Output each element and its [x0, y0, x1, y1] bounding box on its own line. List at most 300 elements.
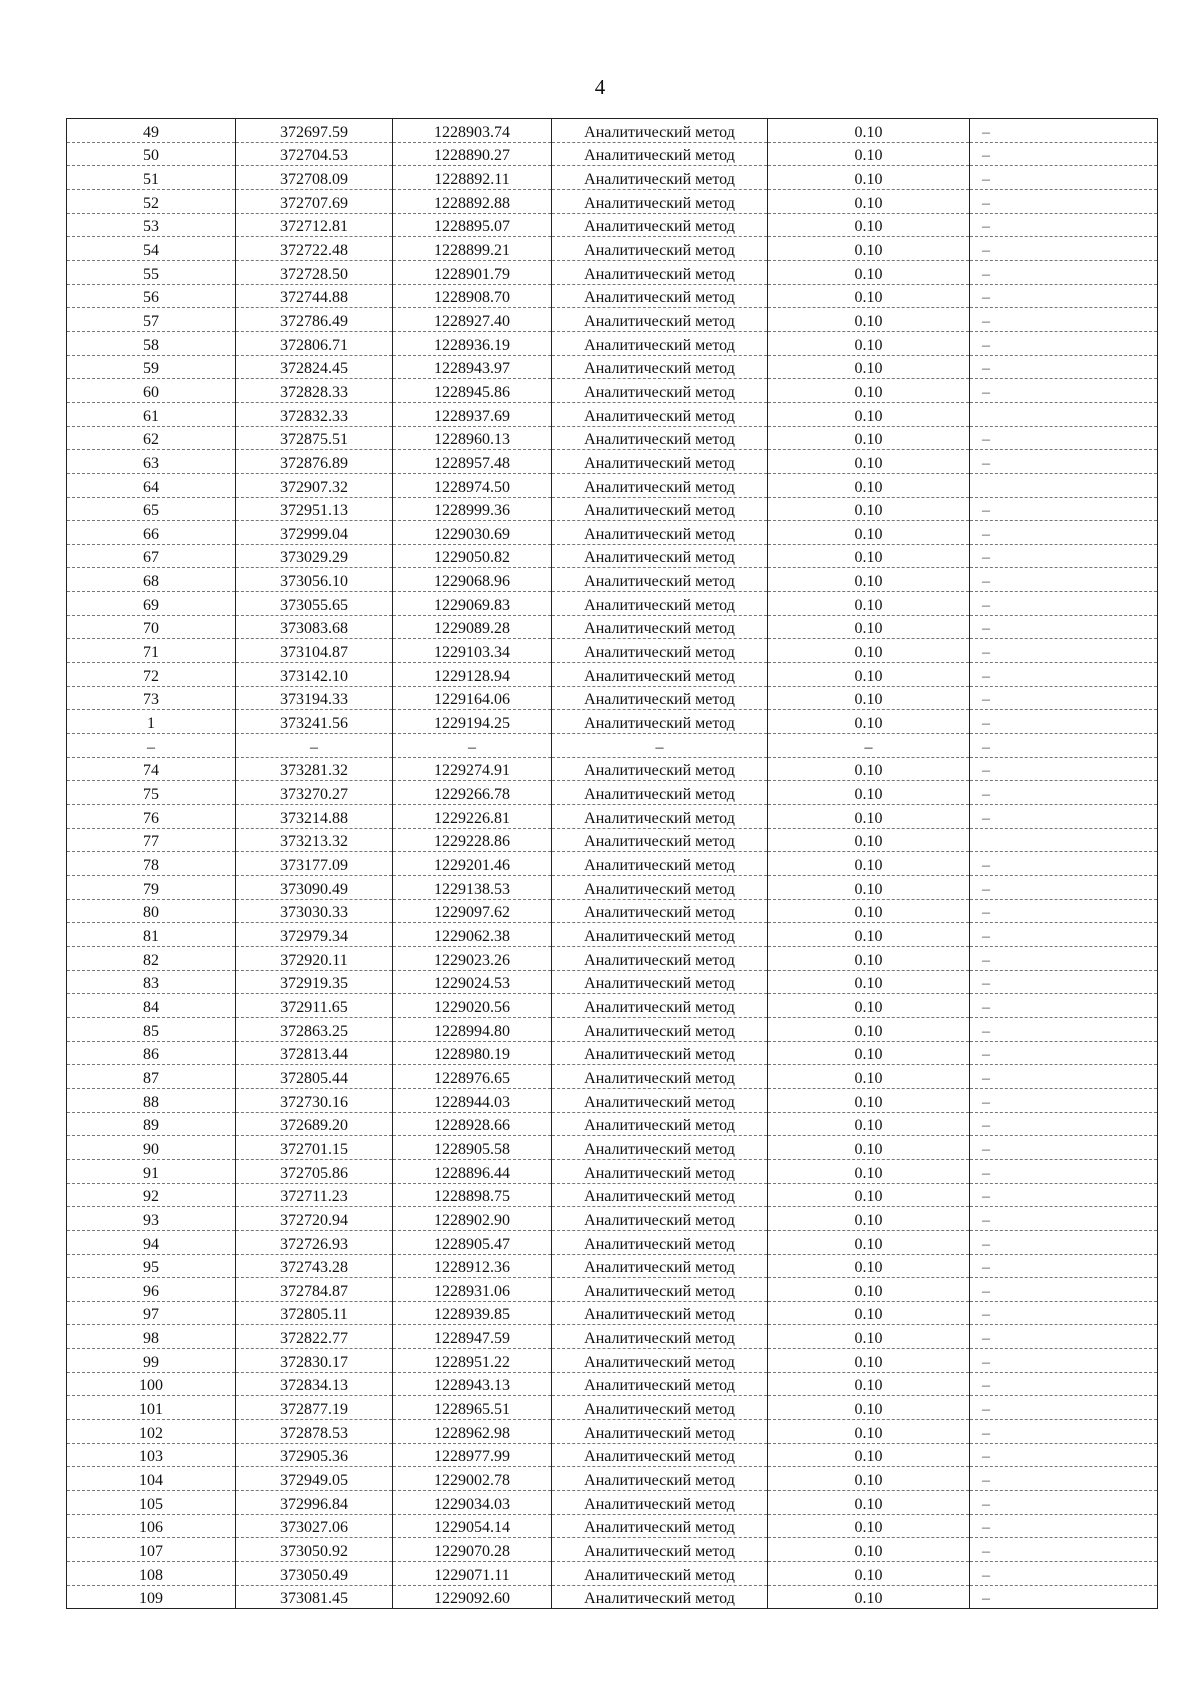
x-coordinate-cell: 372996.84: [236, 1491, 393, 1515]
table-row: [67, 473, 1158, 497]
accuracy-cell: 0.10: [768, 615, 970, 639]
note-cell: –: [970, 592, 1158, 616]
y-coordinate-cell: 1228999.36: [393, 497, 552, 521]
note-cell: –: [970, 946, 1158, 970]
method-cell: Аналитический метод: [552, 876, 768, 900]
method-cell: Аналитический метод: [552, 805, 768, 829]
point-number-cell: 86: [67, 1041, 236, 1065]
y-coordinate-cell: 1228960.13: [393, 426, 552, 450]
table-row: [67, 994, 1158, 1018]
point-number-cell: 90: [67, 1136, 236, 1160]
point-number-cell: 74: [67, 757, 236, 781]
y-coordinate-cell: 1228901.79: [393, 260, 552, 284]
x-coordinate-cell: 372712.81: [236, 213, 393, 237]
note-cell: –: [970, 260, 1158, 284]
note-cell: –: [970, 994, 1158, 1018]
note-cell: –: [970, 663, 1158, 687]
point-number-cell: 101: [67, 1396, 236, 1420]
point-number-cell: 93: [67, 1207, 236, 1231]
accuracy-cell: 0.10: [768, 1207, 970, 1231]
x-coordinate-cell: 373270.27: [236, 781, 393, 805]
method-cell: Аналитический метод: [552, 1230, 768, 1254]
x-coordinate-cell: 372705.86: [236, 1159, 393, 1183]
note-cell: –: [970, 1136, 1158, 1160]
note-cell: –: [970, 450, 1158, 474]
y-coordinate-cell: 1228944.03: [393, 1088, 552, 1112]
x-coordinate-cell: 372722.48: [236, 237, 393, 261]
point-number-cell: 94: [67, 1230, 236, 1254]
y-coordinate-cell: –: [393, 734, 552, 758]
point-number-cell: 59: [67, 355, 236, 379]
y-coordinate-cell: 1228931.06: [393, 1278, 552, 1302]
note-cell: –: [970, 1207, 1158, 1231]
accuracy-cell: 0.10: [768, 757, 970, 781]
point-number-cell: 53: [67, 213, 236, 237]
table-row: [67, 1562, 1158, 1586]
x-coordinate-cell: –: [236, 734, 393, 758]
note-cell: –: [970, 213, 1158, 237]
accuracy-cell: 0.10: [768, 852, 970, 876]
accuracy-cell: 0.10: [768, 568, 970, 592]
y-coordinate-cell: 1229070.28: [393, 1538, 552, 1562]
y-coordinate-cell: 1228980.19: [393, 1041, 552, 1065]
method-cell: Аналитический метод: [552, 1491, 768, 1515]
y-coordinate-cell: 1229194.25: [393, 710, 552, 734]
y-coordinate-cell: 1228957.48: [393, 450, 552, 474]
accuracy-cell: 0.10: [768, 237, 970, 261]
method-cell: Аналитический метод: [552, 284, 768, 308]
coordinates-table-body: [67, 119, 1158, 1609]
method-cell: Аналитический метод: [552, 213, 768, 237]
x-coordinate-cell: 372920.11: [236, 946, 393, 970]
y-coordinate-cell: 1229068.96: [393, 568, 552, 592]
accuracy-cell: 0.10: [768, 1562, 970, 1586]
x-coordinate-cell: 373104.87: [236, 639, 393, 663]
accuracy-cell: 0.10: [768, 284, 970, 308]
point-number-cell: 58: [67, 331, 236, 355]
point-number-cell: 71: [67, 639, 236, 663]
point-number-cell: 109: [67, 1585, 236, 1609]
x-coordinate-cell: 372806.71: [236, 331, 393, 355]
point-number-cell: 89: [67, 1112, 236, 1136]
accuracy-cell: 0.10: [768, 970, 970, 994]
accuracy-cell: 0.10: [768, 1136, 970, 1160]
point-number-cell: 60: [67, 379, 236, 403]
point-number-cell: 82: [67, 946, 236, 970]
point-number-cell: 54: [67, 237, 236, 261]
accuracy-cell: 0.10: [768, 686, 970, 710]
table-row: [67, 946, 1158, 970]
x-coordinate-cell: 372813.44: [236, 1041, 393, 1065]
y-coordinate-cell: 1228905.47: [393, 1230, 552, 1254]
point-number-cell: 56: [67, 284, 236, 308]
point-number-cell: 96: [67, 1278, 236, 1302]
table-row: [67, 1349, 1158, 1373]
table-row: [67, 1278, 1158, 1302]
note-cell: –: [970, 568, 1158, 592]
page-number: 4: [594, 75, 606, 99]
method-cell: Аналитический метод: [552, 331, 768, 355]
note-cell: –: [970, 1041, 1158, 1065]
note-cell: –: [970, 734, 1158, 758]
note-cell: –: [970, 166, 1158, 190]
table-row: [67, 1065, 1158, 1089]
note-cell: –: [970, 1372, 1158, 1396]
note-cell: –: [970, 331, 1158, 355]
point-number-cell: 67: [67, 544, 236, 568]
y-coordinate-cell: 1228962.98: [393, 1420, 552, 1444]
method-cell: Аналитический метод: [552, 308, 768, 332]
x-coordinate-cell: 373142.10: [236, 663, 393, 687]
x-coordinate-cell: 373055.65: [236, 592, 393, 616]
x-coordinate-cell: 373090.49: [236, 876, 393, 900]
accuracy-cell: 0.10: [768, 1491, 970, 1515]
x-coordinate-cell: 372744.88: [236, 284, 393, 308]
point-number-cell: 76: [67, 805, 236, 829]
note-cell: –: [970, 805, 1158, 829]
method-cell: Аналитический метод: [552, 1585, 768, 1609]
table-row: [67, 521, 1158, 545]
table-row: [67, 1088, 1158, 1112]
x-coordinate-cell: 372704.53: [236, 142, 393, 166]
point-number-cell: 92: [67, 1183, 236, 1207]
accuracy-cell: 0.10: [768, 923, 970, 947]
y-coordinate-cell: 1228974.50: [393, 473, 552, 497]
note-cell: –: [970, 1017, 1158, 1041]
method-cell: Аналитический метод: [552, 1538, 768, 1562]
x-coordinate-cell: 372877.19: [236, 1396, 393, 1420]
y-coordinate-cell: 1228977.99: [393, 1443, 552, 1467]
note-cell: –: [970, 970, 1158, 994]
table-row: [67, 852, 1158, 876]
x-coordinate-cell: 372728.50: [236, 260, 393, 284]
accuracy-cell: 0.10: [768, 1514, 970, 1538]
method-cell: Аналитический метод: [552, 426, 768, 450]
y-coordinate-cell: 1229274.91: [393, 757, 552, 781]
method-cell: Аналитический метод: [552, 1514, 768, 1538]
x-coordinate-cell: 372720.94: [236, 1207, 393, 1231]
table-row: [67, 1467, 1158, 1491]
accuracy-cell: 0.10: [768, 308, 970, 332]
note-cell: –: [970, 852, 1158, 876]
point-number-cell: 84: [67, 994, 236, 1018]
note-cell: –: [970, 284, 1158, 308]
table-row: [67, 686, 1158, 710]
point-number-cell: –: [67, 734, 236, 758]
accuracy-cell: 0.10: [768, 592, 970, 616]
x-coordinate-cell: 372784.87: [236, 1278, 393, 1302]
accuracy-cell: 0.10: [768, 379, 970, 403]
y-coordinate-cell: 1229002.78: [393, 1467, 552, 1491]
point-number-cell: 78: [67, 852, 236, 876]
note-cell: –: [970, 189, 1158, 213]
method-cell: Аналитический метод: [552, 142, 768, 166]
table-row: [67, 1254, 1158, 1278]
accuracy-cell: 0.10: [768, 119, 970, 143]
table-row: [67, 1183, 1158, 1207]
accuracy-cell: 0.10: [768, 166, 970, 190]
point-number-cell: 49: [67, 119, 236, 143]
point-number-cell: 62: [67, 426, 236, 450]
note-cell: –: [970, 876, 1158, 900]
point-number-cell: 99: [67, 1349, 236, 1373]
x-coordinate-cell: 373027.06: [236, 1514, 393, 1538]
accuracy-cell: 0.10: [768, 1230, 970, 1254]
x-coordinate-cell: 373050.49: [236, 1562, 393, 1586]
table-row: [67, 544, 1158, 568]
accuracy-cell: 0.10: [768, 1349, 970, 1373]
x-coordinate-cell: 372919.35: [236, 970, 393, 994]
accuracy-cell: 0.10: [768, 1017, 970, 1041]
note-cell: –: [970, 639, 1158, 663]
y-coordinate-cell: 1229138.53: [393, 876, 552, 900]
table-row: [67, 663, 1158, 687]
table-row: [67, 1372, 1158, 1396]
x-coordinate-cell: 372905.36: [236, 1443, 393, 1467]
table-row: [67, 1514, 1158, 1538]
y-coordinate-cell: 1228927.40: [393, 308, 552, 332]
accuracy-cell: 0.10: [768, 497, 970, 521]
point-number-cell: 83: [67, 970, 236, 994]
point-number-cell: 88: [67, 1088, 236, 1112]
y-coordinate-cell: 1229034.03: [393, 1491, 552, 1515]
method-cell: Аналитический метод: [552, 1183, 768, 1207]
table-row: [67, 142, 1158, 166]
table-row: [67, 1230, 1158, 1254]
y-coordinate-cell: 1229071.11: [393, 1562, 552, 1586]
y-coordinate-cell: 1228899.21: [393, 237, 552, 261]
method-cell: Аналитический метод: [552, 592, 768, 616]
accuracy-cell: 0.10: [768, 1065, 970, 1089]
table-row: [67, 1325, 1158, 1349]
x-coordinate-cell: 372711.23: [236, 1183, 393, 1207]
point-number-cell: 81: [67, 923, 236, 947]
method-cell: Аналитический метод: [552, 1349, 768, 1373]
accuracy-cell: 0.10: [768, 1254, 970, 1278]
y-coordinate-cell: 1229097.62: [393, 899, 552, 923]
y-coordinate-cell: 1228895.07: [393, 213, 552, 237]
note-cell: –: [970, 1349, 1158, 1373]
point-number-cell: 63: [67, 450, 236, 474]
point-number-cell: 98: [67, 1325, 236, 1349]
note-cell: –: [970, 308, 1158, 332]
method-cell: Аналитический метод: [552, 781, 768, 805]
y-coordinate-cell: 1229228.86: [393, 828, 552, 852]
table-row: [67, 1136, 1158, 1160]
note-cell: –: [970, 1538, 1158, 1562]
accuracy-cell: 0.10: [768, 1183, 970, 1207]
table-row: [67, 781, 1158, 805]
method-cell: Аналитический метод: [552, 119, 768, 143]
method-cell: Аналитический метод: [552, 355, 768, 379]
accuracy-cell: 0.10: [768, 1041, 970, 1065]
method-cell: Аналитический метод: [552, 1112, 768, 1136]
accuracy-cell: 0.10: [768, 946, 970, 970]
y-coordinate-cell: 1228912.36: [393, 1254, 552, 1278]
note-cell: –: [970, 1065, 1158, 1089]
method-cell: Аналитический метод: [552, 237, 768, 261]
note-cell: [970, 473, 1158, 497]
point-number-cell: 100: [67, 1372, 236, 1396]
method-cell: Аналитический метод: [552, 970, 768, 994]
method-cell: Аналитический метод: [552, 1420, 768, 1444]
note-cell: –: [970, 1301, 1158, 1325]
y-coordinate-cell: 1228890.27: [393, 142, 552, 166]
y-coordinate-cell: 1229024.53: [393, 970, 552, 994]
accuracy-cell: 0.10: [768, 402, 970, 426]
x-coordinate-cell: 373281.32: [236, 757, 393, 781]
accuracy-cell: 0.10: [768, 781, 970, 805]
note-cell: –: [970, 1230, 1158, 1254]
y-coordinate-cell: 1228902.90: [393, 1207, 552, 1231]
y-coordinate-cell: 1229030.69: [393, 521, 552, 545]
x-coordinate-cell: 372999.04: [236, 521, 393, 545]
note-cell: –: [970, 1183, 1158, 1207]
x-coordinate-cell: 372979.34: [236, 923, 393, 947]
method-cell: Аналитический метод: [552, 1041, 768, 1065]
coordinates-table: [66, 118, 1158, 1609]
point-number-cell: 73: [67, 686, 236, 710]
table-row: [67, 450, 1158, 474]
x-coordinate-cell: 372730.16: [236, 1088, 393, 1112]
table-row: [67, 1207, 1158, 1231]
method-cell: Аналитический метод: [552, 1325, 768, 1349]
method-cell: Аналитический метод: [552, 994, 768, 1018]
point-number-cell: 57: [67, 308, 236, 332]
table-row: [67, 237, 1158, 261]
y-coordinate-cell: 1228943.97: [393, 355, 552, 379]
point-number-cell: 72: [67, 663, 236, 687]
note-cell: –: [970, 355, 1158, 379]
table-row: [67, 355, 1158, 379]
note-cell: –: [970, 1585, 1158, 1609]
table-row: [67, 1396, 1158, 1420]
method-cell: Аналитический метод: [552, 166, 768, 190]
note-cell: –: [970, 1467, 1158, 1491]
accuracy-cell: 0.10: [768, 521, 970, 545]
method-cell: Аналитический метод: [552, 615, 768, 639]
accuracy-cell: 0.10: [768, 260, 970, 284]
table-row: [67, 308, 1158, 332]
table-row: [67, 828, 1158, 852]
accuracy-cell: 0.10: [768, 828, 970, 852]
method-cell: Аналитический метод: [552, 923, 768, 947]
table-row: [67, 1159, 1158, 1183]
method-cell: –: [552, 734, 768, 758]
note-cell: –: [970, 1396, 1158, 1420]
note-cell: –: [970, 1159, 1158, 1183]
point-number-cell: 69: [67, 592, 236, 616]
method-cell: Аналитический метод: [552, 402, 768, 426]
table-row: [67, 1585, 1158, 1609]
table-row: [67, 1017, 1158, 1041]
accuracy-cell: 0.10: [768, 1159, 970, 1183]
table-row: [67, 970, 1158, 994]
x-coordinate-cell: 373056.10: [236, 568, 393, 592]
point-number-cell: 85: [67, 1017, 236, 1041]
x-coordinate-cell: 372701.15: [236, 1136, 393, 1160]
table-row: [67, 1538, 1158, 1562]
point-number-cell: 102: [67, 1420, 236, 1444]
x-coordinate-cell: 373050.92: [236, 1538, 393, 1562]
point-number-cell: 52: [67, 189, 236, 213]
x-coordinate-cell: 372707.69: [236, 189, 393, 213]
y-coordinate-cell: 1229089.28: [393, 615, 552, 639]
table-row: [67, 1301, 1158, 1325]
y-coordinate-cell: 1229164.06: [393, 686, 552, 710]
x-coordinate-cell: 372951.13: [236, 497, 393, 521]
y-coordinate-cell: 1228945.86: [393, 379, 552, 403]
accuracy-cell: 0.10: [768, 213, 970, 237]
note-cell: –: [970, 899, 1158, 923]
x-coordinate-cell: 372875.51: [236, 426, 393, 450]
point-number-cell: 87: [67, 1065, 236, 1089]
note-cell: –: [970, 1562, 1158, 1586]
table-row: [67, 1041, 1158, 1065]
note-cell: [970, 828, 1158, 852]
y-coordinate-cell: 1228892.11: [393, 166, 552, 190]
table-row: [67, 331, 1158, 355]
x-coordinate-cell: 373194.33: [236, 686, 393, 710]
x-coordinate-cell: 373029.29: [236, 544, 393, 568]
accuracy-cell: 0.10: [768, 1278, 970, 1302]
point-number-cell: 107: [67, 1538, 236, 1562]
y-coordinate-cell: 1229226.81: [393, 805, 552, 829]
accuracy-cell: 0.10: [768, 805, 970, 829]
note-cell: –: [970, 1420, 1158, 1444]
accuracy-cell: 0.10: [768, 899, 970, 923]
table-row: [67, 119, 1158, 143]
y-coordinate-cell: 1228908.70: [393, 284, 552, 308]
y-coordinate-cell: 1228905.58: [393, 1136, 552, 1160]
y-coordinate-cell: 1228928.66: [393, 1112, 552, 1136]
accuracy-cell: 0.10: [768, 450, 970, 474]
table-row: [67, 1420, 1158, 1444]
method-cell: Аналитический метод: [552, 686, 768, 710]
point-number-cell: 95: [67, 1254, 236, 1278]
y-coordinate-cell: 1228903.74: [393, 119, 552, 143]
method-cell: Аналитический метод: [552, 1301, 768, 1325]
note-cell: –: [970, 710, 1158, 734]
x-coordinate-cell: 373241.56: [236, 710, 393, 734]
y-coordinate-cell: 1228896.44: [393, 1159, 552, 1183]
method-cell: Аналитический метод: [552, 568, 768, 592]
point-number-cell: 91: [67, 1159, 236, 1183]
method-cell: Аналитический метод: [552, 497, 768, 521]
y-coordinate-cell: 1228943.13: [393, 1372, 552, 1396]
point-number-cell: 80: [67, 899, 236, 923]
accuracy-cell: 0.10: [768, 355, 970, 379]
x-coordinate-cell: 372911.65: [236, 994, 393, 1018]
point-number-cell: 103: [67, 1443, 236, 1467]
y-coordinate-cell: 1228892.88: [393, 189, 552, 213]
point-number-cell: 65: [67, 497, 236, 521]
point-number-cell: 108: [67, 1562, 236, 1586]
method-cell: Аналитический метод: [552, 828, 768, 852]
accuracy-cell: 0.10: [768, 710, 970, 734]
point-number-cell: 105: [67, 1491, 236, 1515]
accuracy-cell: 0.10: [768, 473, 970, 497]
y-coordinate-cell: 1229050.82: [393, 544, 552, 568]
point-number-cell: 68: [67, 568, 236, 592]
table-row: [67, 899, 1158, 923]
accuracy-cell: 0.10: [768, 663, 970, 687]
note-cell: –: [970, 544, 1158, 568]
table-row: [67, 923, 1158, 947]
method-cell: Аналитический метод: [552, 521, 768, 545]
table-row: [67, 615, 1158, 639]
note-cell: –: [970, 1443, 1158, 1467]
